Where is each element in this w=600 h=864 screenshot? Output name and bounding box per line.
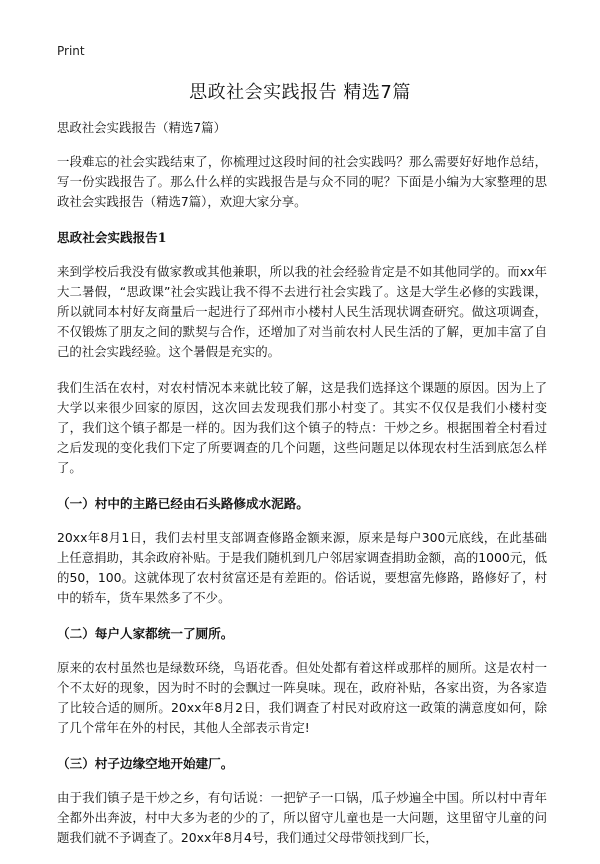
paragraph-2: 我们生活在农村，对农村情况本来就比较了解，这是我们选择这个课题的原因。因为上了大学以来很少回家的原因，这次回去发现我们那小村变了。其实不仅仅是我们小楼村变了，我们这个镇子都是一样的。因为我们这个镇子的特点：干炒之乡。根据围着全村看过之后发现的变化我们下定了所要调查的几个问题，这些问题足以体现农村生活到底怎么样了。 [57,380,547,475]
article-subtitle: 思政社会实践报告（精选7篇） [57,120,226,135]
paragraph-4: 原来的农村虽然也是绿数环绕，鸟语花香。但处处都有着这样或那样的厕所。这是农村一个不太好的现象，因为时不时的会飘过一阵臭味。现在，政府补贴，各家出资，为各家造了比较合适的厕所。20xx年8月2日，我们调查了村民对政府这一政策的满意度如何，除了几个常年在外的村民，其他人全部表示肯定! [57,660,547,735]
subheading-1: （一）村中的主路已经由石头路修成水泥路。 [57,496,309,511]
section-heading: 思政社会实践报告1 [57,230,167,245]
print-link[interactable]: Print [57,44,85,58]
article-body [57,118,547,864]
paragraph-5: 由于我们镇子是干炒之乡，有句话说：一把铲子一口锅，瓜子炒遍全中国。所以村中青年全都外出奔波，村中大多为老的少的了，所以留守儿童也是一大问题，这里留守儿童的问题我们就不予调查了。20xx年8月4号，我们通过父母带领找到厂长， [57,790,547,845]
subheading-3: （三）村子边缘空地开始建厂。 [57,756,234,771]
page-title: 思政社会实践报告 精选7篇 [189,82,411,103]
subheading-2: （二）每户人家都统一了厕所。 [57,626,234,641]
paragraph-3: 20xx年8月1日，我们去村里支部调查修路金额来源，原来是每户300元底线，在此基础上任意捐助，其余政府补贴。于是我们随机到几户邻居家调查捐助金额，高的1000元，低的50，100。这就体现了农村贫富还是有差距的。俗话说，要想富先修路，路修好了，村中的轿车，货车果然多了不少。 [57,530,547,605]
intro-paragraph: 一段难忘的社会实践结束了，你梳理过这段时间的社会实践吗？那么需要好好地作总结，写一份实践报告了。那么什么样的实践报告是与众不同的呢？下面是小编为大家整理的思政社会实践报告（精选7篇），欢迎大家分享。 [57,154,547,209]
paragraph-1: 来到学校后我没有做家教或其他兼职，所以我的社会经验肯定是不如其他同学的。而xx年大二暑假，“思政课”社会实践让我不得不去进行社会实践了。这是大学生必修的实践课，所以就同本村好友商量后一起进行了邳州市小楼村人民生活现状调查研究。做这项调查，不仅锻炼了朋友之间的默契与合作，还增加了对当前农村人民生活的了解，更加丰富了自己的社会实践经验。这个暑假是充实的。 [57,264,547,359]
